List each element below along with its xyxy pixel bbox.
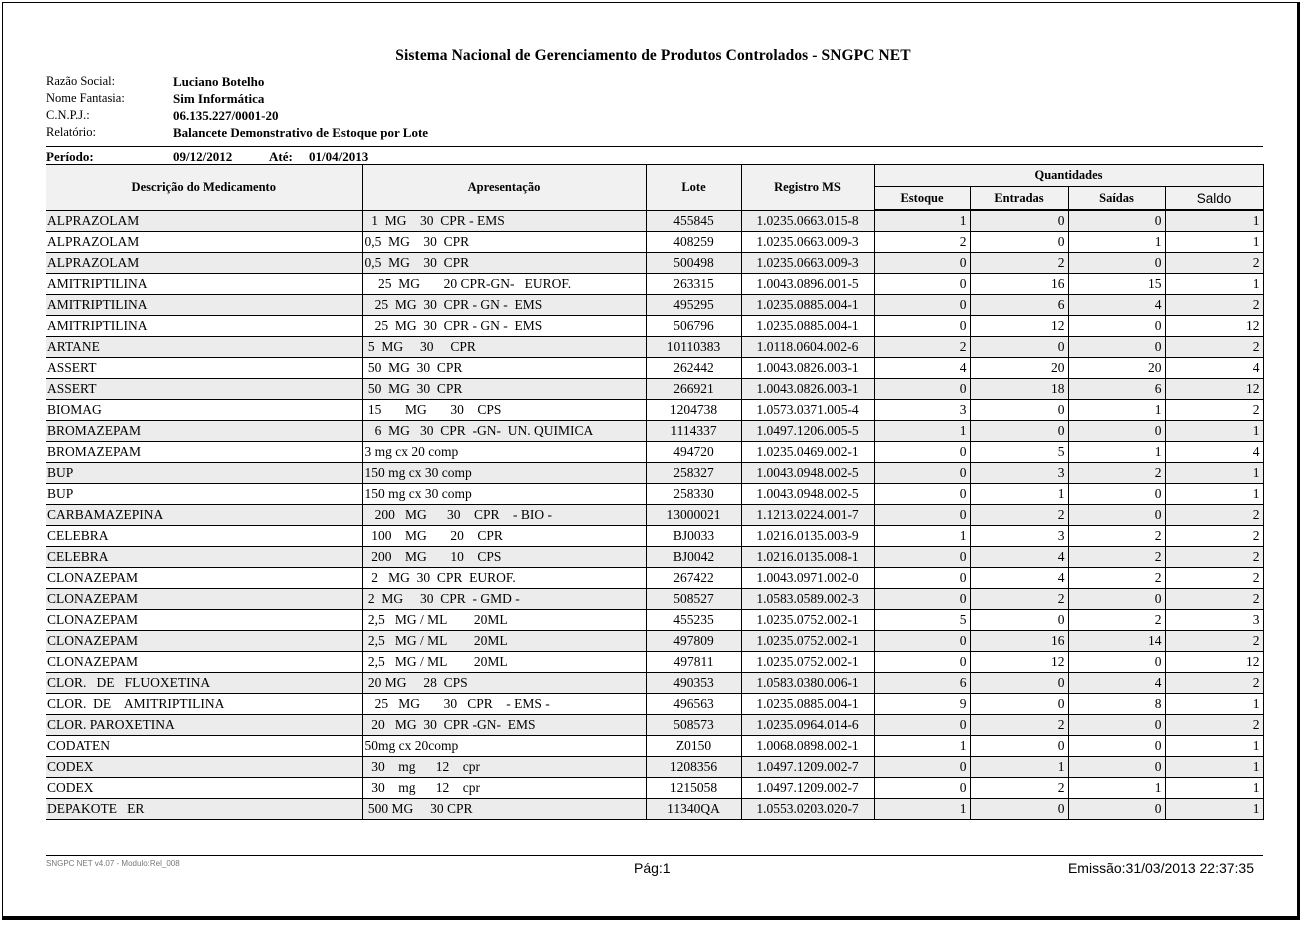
cell-saidas: 0 [1068, 799, 1165, 820]
cell-descricao: ASSERT [46, 358, 362, 379]
cell-entradas: 3 [970, 463, 1068, 484]
cell-saldo: 3 [1165, 610, 1263, 631]
cell-registro: 1.0497.1209.002-7 [741, 757, 874, 778]
cell-apresentacao: 20 MG 30 CPR -GN- EMS [362, 715, 646, 736]
cell-descricao: BUP [46, 463, 362, 484]
cell-saidas: 0 [1068, 337, 1165, 358]
cell-descricao: CODEX [46, 778, 362, 799]
cell-apresentacao: 2 MG 30 CPR EUROF. [362, 568, 646, 589]
cell-descricao: CLOR. PAROXETINA [46, 715, 362, 736]
cell-estoque: 0 [874, 253, 970, 274]
info-label: C.N.P.J.: [46, 108, 90, 122]
cell-saldo: 4 [1165, 442, 1263, 463]
cell-saldo: 2 [1165, 673, 1263, 694]
cell-lote: 262442 [646, 358, 741, 379]
table-row [46, 421, 1263, 442]
cell-registro: 1.0235.0885.004-1 [741, 694, 874, 715]
table-row [46, 757, 1263, 778]
cell-registro: 1.0497.1206.005-5 [741, 421, 874, 442]
table-body [46, 210, 1263, 820]
cell-apresentacao: 25 MG 30 CPR - GN - EMS [362, 295, 646, 316]
cell-lote: 497811 [646, 652, 741, 673]
cell-lote: 13000021 [646, 505, 741, 526]
period-until-label: Até: [269, 149, 293, 164]
cell-registro: 1.0043.0971.002-0 [741, 568, 874, 589]
cell-estoque: 1 [874, 210, 970, 232]
cell-saidas: 0 [1068, 757, 1165, 778]
cell-saldo: 1 [1165, 463, 1263, 484]
cell-apresentacao: 30 mg 12 cpr [362, 778, 646, 799]
cell-entradas: 4 [970, 568, 1068, 589]
cell-entradas: 18 [970, 379, 1068, 400]
cell-lote: BJ0042 [646, 547, 741, 568]
cell-saidas: 6 [1068, 379, 1165, 400]
cell-descricao: AMITRIPTILINA [46, 316, 362, 337]
cell-estoque: 9 [874, 694, 970, 715]
cell-apresentacao: 0,5 MG 30 CPR [362, 232, 646, 253]
table-row [46, 295, 1263, 316]
cell-descricao: ALPRAZOLAM [46, 232, 362, 253]
cell-lote: 455845 [646, 210, 741, 232]
cell-apresentacao: 5 MG 30 CPR [362, 337, 646, 358]
header-entradas: Entradas [970, 187, 1068, 211]
table-row [46, 799, 1263, 820]
cell-descricao: CLONAZEPAM [46, 631, 362, 652]
cell-entradas: 5 [970, 442, 1068, 463]
info-value: Sim Informática [173, 90, 265, 106]
cell-apresentacao: 200 MG 10 CPS [362, 547, 646, 568]
period-bar [46, 146, 1263, 166]
cell-entradas: 0 [970, 210, 1068, 232]
cell-saidas: 8 [1068, 694, 1165, 715]
table-row [46, 736, 1263, 757]
period-start: 09/12/2012 [173, 149, 233, 164]
cell-descricao: CLOR. DE FLUOXETINA [46, 673, 362, 694]
cell-descricao: ASSERT [46, 379, 362, 400]
cell-entradas: 4 [970, 547, 1068, 568]
cell-entradas: 3 [970, 526, 1068, 547]
cell-saldo: 1 [1165, 778, 1263, 799]
cell-saldo: 12 [1165, 652, 1263, 673]
cell-saldo: 4 [1165, 358, 1263, 379]
cell-saldo: 1 [1165, 484, 1263, 505]
cell-descricao: BUP [46, 484, 362, 505]
cell-apresentacao: 0,5 MG 30 CPR [362, 253, 646, 274]
header-estoque: Estoque [874, 187, 970, 211]
table-row [46, 274, 1263, 295]
cell-saidas: 4 [1068, 295, 1165, 316]
cell-registro: 1.0043.0896.001-5 [741, 274, 874, 295]
cell-saldo: 2 [1165, 253, 1263, 274]
cell-estoque: 0 [874, 484, 970, 505]
cell-saidas: 4 [1068, 673, 1165, 694]
cell-registro: 1.0497.1209.002-7 [741, 778, 874, 799]
cell-apresentacao: 100 MG 20 CPR [362, 526, 646, 547]
cell-registro: 1.0235.0752.002-1 [741, 610, 874, 631]
table-row [46, 253, 1263, 274]
cell-lote: 258327 [646, 463, 741, 484]
table-row [46, 778, 1263, 799]
cell-descricao: DEPAKOTE ER [46, 799, 362, 820]
cell-saldo: 1 [1165, 210, 1263, 232]
cell-lote: 496563 [646, 694, 741, 715]
cell-estoque: 1 [874, 526, 970, 547]
cell-saldo: 2 [1165, 505, 1263, 526]
cell-saidas: 0 [1068, 421, 1165, 442]
cell-descricao: CLONAZEPAM [46, 568, 362, 589]
cell-lote: 455235 [646, 610, 741, 631]
cell-estoque: 1 [874, 736, 970, 757]
cell-entradas: 0 [970, 694, 1068, 715]
cell-registro: 1.0216.0135.008-1 [741, 547, 874, 568]
cell-saidas: 2 [1068, 547, 1165, 568]
cell-lote: 11340QA [646, 799, 741, 820]
cell-registro: 1.0235.0663.009-3 [741, 232, 874, 253]
cell-saldo: 2 [1165, 337, 1263, 358]
info-value: 06.135.227/0001-20 [173, 107, 279, 123]
cell-apresentacao: 500 MG 30 CPR [362, 799, 646, 820]
cell-lote: 1114337 [646, 421, 741, 442]
cell-lote: 408259 [646, 232, 741, 253]
cell-registro: 1.0583.0589.002-3 [741, 589, 874, 610]
cell-saidas: 14 [1068, 631, 1165, 652]
cell-registro: 1.0216.0135.003-9 [741, 526, 874, 547]
table-row [46, 400, 1263, 421]
cell-entradas: 1 [970, 757, 1068, 778]
cell-saidas: 0 [1068, 210, 1165, 232]
cell-registro: 1.0043.0948.002-5 [741, 484, 874, 505]
table-row [46, 442, 1263, 463]
cell-registro: 1.0235.0885.004-1 [741, 295, 874, 316]
cell-estoque: 6 [874, 673, 970, 694]
cell-entradas: 20 [970, 358, 1068, 379]
cell-lote: 10110383 [646, 337, 741, 358]
cell-descricao: CARBAMAZEPINA [46, 505, 362, 526]
cell-registro: 1.1213.0224.001-7 [741, 505, 874, 526]
cell-descricao: CLONAZEPAM [46, 610, 362, 631]
cell-apresentacao: 20 MG 28 CPS [362, 673, 646, 694]
cell-estoque: 0 [874, 631, 970, 652]
cell-estoque: 0 [874, 379, 970, 400]
cell-estoque: 0 [874, 505, 970, 526]
cell-lote: Z0150 [646, 736, 741, 757]
cell-descricao: CODEX [46, 757, 362, 778]
footer-emission: Emissão:31/03/2013 22:37:35 [1067, 860, 1254, 876]
cell-saldo: 1 [1165, 232, 1263, 253]
header-apresentacao: Apresentação [362, 165, 646, 211]
cell-apresentacao: 3 mg cx 20 comp [362, 442, 646, 463]
cell-saldo: 2 [1165, 631, 1263, 652]
cell-registro: 1.0235.0885.004-1 [741, 316, 874, 337]
table-row [46, 484, 1263, 505]
cell-descricao: ALPRAZOLAM [46, 210, 362, 232]
header-descricao: Descrição do Medicamento [46, 165, 362, 211]
cell-descricao: CELEBRA [46, 526, 362, 547]
cell-saldo: 2 [1165, 568, 1263, 589]
cell-registro: 1.0235.0752.002-1 [741, 631, 874, 652]
cell-saidas: 2 [1068, 568, 1165, 589]
cell-descricao: ARTANE [46, 337, 362, 358]
cell-saidas: 0 [1068, 253, 1165, 274]
cell-saidas: 0 [1068, 736, 1165, 757]
table-row [46, 631, 1263, 652]
stock-table [46, 164, 1264, 820]
cell-entradas: 2 [970, 253, 1068, 274]
cell-apresentacao: 30 mg 12 cpr [362, 757, 646, 778]
cell-descricao: CLONAZEPAM [46, 652, 362, 673]
table-row [46, 568, 1263, 589]
cell-saldo: 1 [1165, 274, 1263, 295]
cell-entradas: 0 [970, 337, 1068, 358]
table-row [46, 526, 1263, 547]
cell-apresentacao: 150 mg cx 30 comp [362, 463, 646, 484]
period-end: 01/04/2013 [309, 149, 369, 164]
info-row-relatorio [46, 124, 428, 141]
cell-registro: 1.0235.0964.014-6 [741, 715, 874, 736]
table-row [46, 337, 1263, 358]
cell-apresentacao: 50 MG 30 CPR [362, 379, 646, 400]
cell-entradas: 0 [970, 673, 1068, 694]
cell-apresentacao: 25 MG 20 CPR-GN- EUROF. [362, 274, 646, 295]
cell-saidas: 2 [1068, 526, 1165, 547]
cell-entradas: 2 [970, 715, 1068, 736]
cell-entradas: 1 [970, 484, 1068, 505]
cell-descricao: BROMAZEPAM [46, 442, 362, 463]
cell-registro: 1.0235.0752.002-1 [741, 652, 874, 673]
cell-estoque: 0 [874, 589, 970, 610]
info-row-cnpj [46, 107, 428, 124]
cell-descricao: ALPRAZOLAM [46, 253, 362, 274]
cell-saidas: 15 [1068, 274, 1165, 295]
cell-saldo: 1 [1165, 799, 1263, 820]
cell-registro: 1.0235.0663.009-3 [741, 253, 874, 274]
cell-lote: 494720 [646, 442, 741, 463]
report-title: Sistema Nacional de Gerenciamento de Produtos Controlados - SNGPC NET [395, 47, 911, 64]
cell-lote: 1204738 [646, 400, 741, 421]
cell-estoque: 5 [874, 610, 970, 631]
cell-lote: 1208356 [646, 757, 741, 778]
cell-lote: 1215058 [646, 778, 741, 799]
cell-registro: 1.0553.0203.020-7 [741, 799, 874, 820]
cell-saidas: 1 [1068, 442, 1165, 463]
cell-saidas: 1 [1068, 232, 1165, 253]
cell-lote: 506796 [646, 316, 741, 337]
cell-entradas: 2 [970, 589, 1068, 610]
cell-saidas: 0 [1068, 505, 1165, 526]
cell-saidas: 1 [1068, 778, 1165, 799]
cell-apresentacao: 50 MG 30 CPR [362, 358, 646, 379]
cell-registro: 1.0235.0663.015-8 [741, 210, 874, 232]
cell-saidas: 0 [1068, 316, 1165, 337]
cell-lote: 266921 [646, 379, 741, 400]
table-row [46, 210, 1263, 232]
cell-apresentacao: 25 MG 30 CPR - GN - EMS [362, 316, 646, 337]
table-row [46, 673, 1263, 694]
cell-estoque: 1 [874, 421, 970, 442]
cell-entradas: 0 [970, 421, 1068, 442]
cell-saldo: 2 [1165, 295, 1263, 316]
cell-entradas: 0 [970, 400, 1068, 421]
cell-lote: 508573 [646, 715, 741, 736]
cell-apresentacao: 15 MG 30 CPS [362, 400, 646, 421]
cell-apresentacao: 2 MG 30 CPR - GMD - [362, 589, 646, 610]
cell-saldo: 2 [1165, 715, 1263, 736]
cell-estoque: 0 [874, 715, 970, 736]
cell-lote: 263315 [646, 274, 741, 295]
cell-apresentacao: 2,5 MG / ML 20ML [362, 652, 646, 673]
period-label: Período: [46, 149, 94, 164]
cell-saidas: 0 [1068, 652, 1165, 673]
table-row [46, 316, 1263, 337]
cell-estoque: 0 [874, 757, 970, 778]
cell-registro: 1.0583.0380.006-1 [741, 673, 874, 694]
cell-entradas: 0 [970, 799, 1068, 820]
cell-descricao: CLONAZEPAM [46, 589, 362, 610]
cell-saldo: 12 [1165, 379, 1263, 400]
cell-estoque: 0 [874, 463, 970, 484]
cell-descricao: BROMAZEPAM [46, 421, 362, 442]
info-row-razao-social [46, 73, 428, 90]
cell-estoque: 4 [874, 358, 970, 379]
header-saidas: Saídas [1068, 187, 1165, 211]
cell-estoque: 3 [874, 400, 970, 421]
cell-saldo: 2 [1165, 589, 1263, 610]
cell-lote: 258330 [646, 484, 741, 505]
table-row [46, 463, 1263, 484]
cell-descricao: CELEBRA [46, 547, 362, 568]
cell-lote: 495295 [646, 295, 741, 316]
info-label: Nome Fantasia: [46, 91, 125, 105]
cell-saidas: 1 [1068, 400, 1165, 421]
cell-apresentacao: 2,5 MG / ML 20ML [362, 610, 646, 631]
cell-saidas: 2 [1068, 463, 1165, 484]
cell-entradas: 2 [970, 505, 1068, 526]
cell-registro: 1.0043.0948.002-5 [741, 463, 874, 484]
cell-estoque: 0 [874, 652, 970, 673]
cell-apresentacao: 1 MG 30 CPR - EMS [362, 210, 646, 232]
cell-descricao: AMITRIPTILINA [46, 295, 362, 316]
cell-entradas: 12 [970, 316, 1068, 337]
cell-registro: 1.0235.0469.002-1 [741, 442, 874, 463]
cell-apresentacao: 2,5 MG / ML 20ML [362, 631, 646, 652]
cell-lote: 508527 [646, 589, 741, 610]
cell-entradas: 0 [970, 232, 1068, 253]
cell-estoque: 0 [874, 547, 970, 568]
cell-estoque: 0 [874, 778, 970, 799]
cell-saldo: 2 [1165, 526, 1263, 547]
cell-saldo: 12 [1165, 316, 1263, 337]
cell-estoque: 0 [874, 568, 970, 589]
cell-saldo: 2 [1165, 547, 1263, 568]
table-row [46, 610, 1263, 631]
header-registro: Registro MS [741, 165, 874, 211]
table-row [46, 694, 1263, 715]
table-row [46, 358, 1263, 379]
cell-estoque: 0 [874, 316, 970, 337]
cell-saidas: 0 [1068, 589, 1165, 610]
cell-registro: 1.0068.0898.002-1 [741, 736, 874, 757]
info-label: Relatório: [46, 125, 96, 139]
cell-lote: 267422 [646, 568, 741, 589]
cell-estoque: 0 [874, 442, 970, 463]
cell-lote: BJ0033 [646, 526, 741, 547]
table-row [46, 505, 1263, 526]
cell-registro: 1.0573.0371.005-4 [741, 400, 874, 421]
cell-entradas: 12 [970, 652, 1068, 673]
cell-descricao: AMITRIPTILINA [46, 274, 362, 295]
table-row [46, 379, 1263, 400]
cell-saidas: 0 [1068, 715, 1165, 736]
footer-divider [46, 855, 1263, 856]
cell-entradas: 6 [970, 295, 1068, 316]
header-quantidades: Quantidades [874, 165, 1263, 187]
cell-entradas: 0 [970, 736, 1068, 757]
cell-estoque: 2 [874, 232, 970, 253]
cell-estoque: 2 [874, 337, 970, 358]
table-row [46, 589, 1263, 610]
cell-descricao: CODATEN [46, 736, 362, 757]
cell-saldo: 1 [1165, 736, 1263, 757]
table-row [46, 232, 1263, 253]
cell-apresentacao: 150 mg cx 30 comp [362, 484, 646, 505]
info-value: Luciano Botelho [173, 73, 265, 89]
header-lote: Lote [646, 165, 741, 211]
cell-saldo: 1 [1165, 757, 1263, 778]
cell-registro: 1.0043.0826.003-1 [741, 379, 874, 400]
info-label: Razão Social: [46, 74, 116, 88]
cell-saldo: 1 [1165, 694, 1263, 715]
cell-apresentacao: 200 MG 30 CPR - BIO - [362, 505, 646, 526]
cell-saldo: 2 [1165, 400, 1263, 421]
cell-saidas: 2 [1068, 610, 1165, 631]
cell-entradas: 0 [970, 610, 1068, 631]
table-row [46, 547, 1263, 568]
table-row [46, 715, 1263, 736]
info-value: Balancete Demonstrativo de Estoque por Lote [173, 124, 429, 140]
cell-saidas: 0 [1068, 484, 1165, 505]
cell-descricao: CLOR. DE AMITRIPTILINA [46, 694, 362, 715]
header-saldo: Saldo [1165, 187, 1263, 211]
cell-lote: 500498 [646, 253, 741, 274]
cell-registro: 1.0118.0604.002-6 [741, 337, 874, 358]
footer-module: SNGPC NET v4.07 - Modulo:Rel_008 [46, 859, 180, 868]
company-info [46, 73, 428, 141]
cell-entradas: 2 [970, 778, 1068, 799]
cell-lote: 490353 [646, 673, 741, 694]
cell-registro: 1.0043.0826.003-1 [741, 358, 874, 379]
cell-estoque: 0 [874, 274, 970, 295]
footer-page: Pág:1 [634, 860, 671, 876]
cell-entradas: 16 [970, 274, 1068, 295]
cell-entradas: 16 [970, 631, 1068, 652]
cell-saldo: 1 [1165, 421, 1263, 442]
cell-apresentacao: 50mg cx 20comp [362, 736, 646, 757]
info-row-nome-fantasia [46, 90, 428, 107]
cell-apresentacao: 6 MG 30 CPR -GN- UN. QUIMICA [362, 421, 646, 442]
cell-apresentacao: 25 MG 30 CPR - EMS - [362, 694, 646, 715]
table-row [46, 652, 1263, 673]
cell-lote: 497809 [646, 631, 741, 652]
cell-estoque: 1 [874, 799, 970, 820]
cell-descricao: BIOMAG [46, 400, 362, 421]
cell-saidas: 20 [1068, 358, 1165, 379]
cell-estoque: 0 [874, 295, 970, 316]
